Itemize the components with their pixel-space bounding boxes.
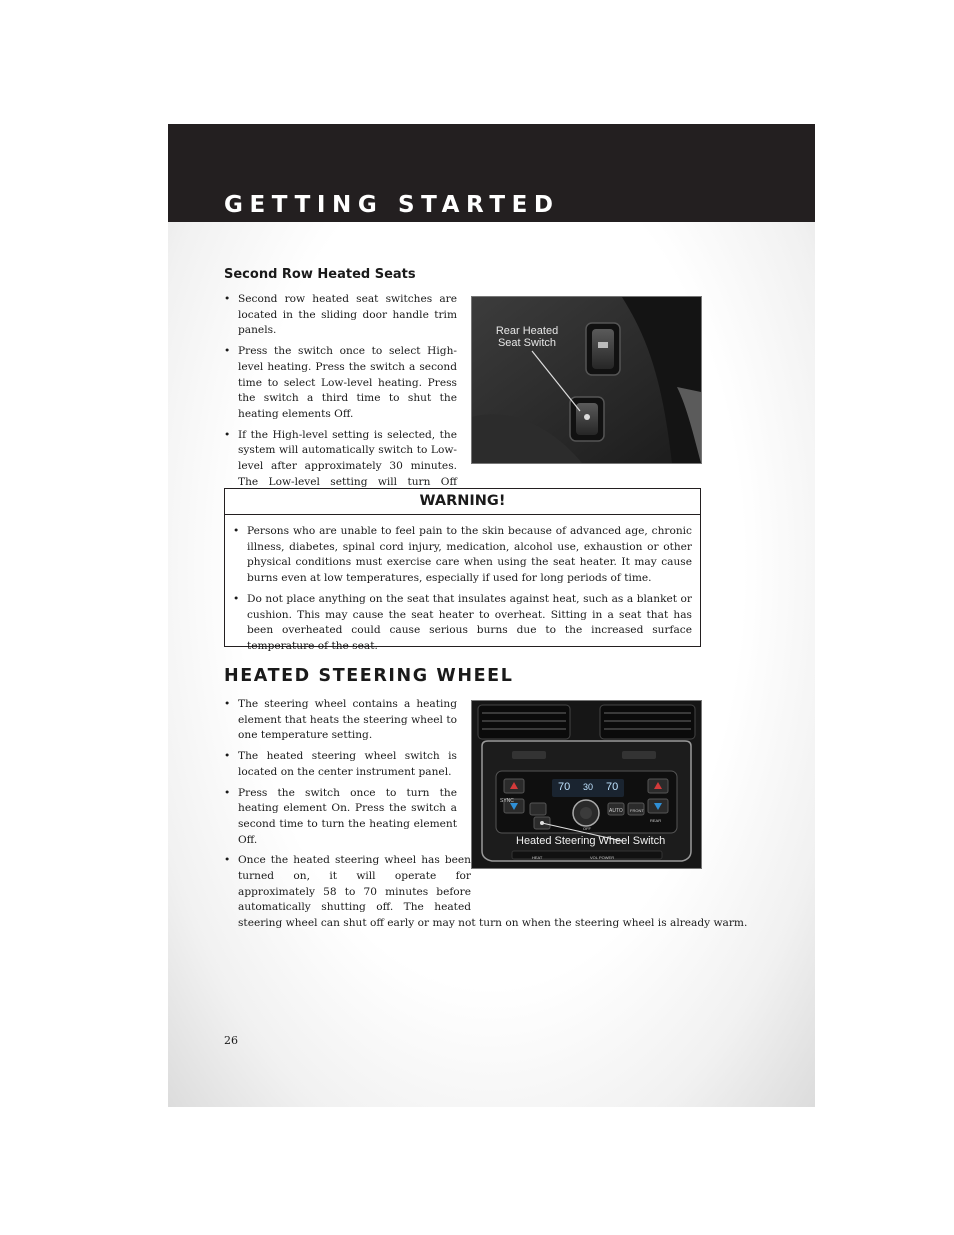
warning-box xyxy=(224,488,701,652)
climate-display-mid: 30 xyxy=(583,782,594,792)
list-item: • Persons who are unable to feel pain to the skin because of advanced age, chronic illness, diabetes, spinal cord injury, medication, alcohol use, exhaustion or other physical conditions must exercise care when using the seat heater. It may cause burns even at low temperatures, especially if used for long periods of time. xyxy=(233,524,692,587)
heated-steering-wheel-heading: HEATED STEERING WHEEL xyxy=(224,666,514,686)
auto-button-label: AUTO xyxy=(609,808,623,814)
photo-spacer xyxy=(471,853,757,901)
list-item-text: Once the heated steering wheel has been turned on, it will operate for approximately 58 to 70 minutes before automatically shutting off. The heated steering wheel can shut off early or may not turn on when the steering wheel is already warm. xyxy=(238,854,748,930)
seat-switch-illustration xyxy=(472,297,701,463)
heated-steering-wheel-bullet-list xyxy=(224,697,757,937)
warning-title: WARNING! xyxy=(419,493,506,509)
vol-power-button-label: VOL POWER xyxy=(590,855,615,860)
off-button-label: OFF xyxy=(583,826,591,831)
rear-button-label: REAR xyxy=(650,818,662,823)
climate-display-right: 70 xyxy=(606,781,619,793)
page-number: 26 xyxy=(224,1034,238,1047)
header-band xyxy=(168,124,815,222)
list-item: • Press the switch once to select High-level heating. Press the switch a second time to select Low-level heating. Press the switch a third time to shut the heating elements Off. xyxy=(224,344,457,423)
page-title: GETTING STARTED xyxy=(224,192,560,218)
list-item: • Press the switch once to turn the heating element On. Press the switch a second time to turn the heating element Off. xyxy=(224,786,457,849)
list-item: • The steering wheel contains a heating element that heats the steering wheel to one temperature setting. xyxy=(224,697,457,744)
list-item xyxy=(224,853,757,932)
list-item: • The heated steering wheel switch is located on the center instrument panel. xyxy=(224,749,457,780)
front-button-label: FRONT xyxy=(630,808,644,813)
list-item: • If the High-level setting is selected, the system will automatically switch to Low-level after approximately 30 minutes. The Low-level setting will turn Off xyxy=(224,428,457,522)
rear-heated-seat-switch-photo xyxy=(471,296,702,464)
list-item: • Second row heated seat switches are located in the sliding door handle trim panels. xyxy=(224,292,457,339)
list-item: • Do not place anything on the seat that insulates against heat, such as a blanket or cushion. This may cause the seat heater to overheat. Sitting in a seat that has been overheated could cause serious burns due to the increased surface temperature of the seat. xyxy=(233,592,692,655)
warning-title-bar xyxy=(225,489,700,515)
photo-callout-line: Rear Heated xyxy=(495,325,559,337)
second-row-heated-seats-heading: Second Row Heated Seats xyxy=(224,267,416,282)
sync-button-label: SYNC xyxy=(500,798,514,804)
photo-callout-label xyxy=(490,325,564,349)
heat-button-label: HEAT xyxy=(532,855,543,860)
photo-callout-line: Seat Switch xyxy=(497,337,557,349)
climate-display-left: 70 xyxy=(558,781,571,793)
warning-bullet-list xyxy=(233,524,692,660)
photo-callout-label: Heated Steering Wheel Switch xyxy=(516,835,666,847)
manual-page xyxy=(168,124,815,1107)
